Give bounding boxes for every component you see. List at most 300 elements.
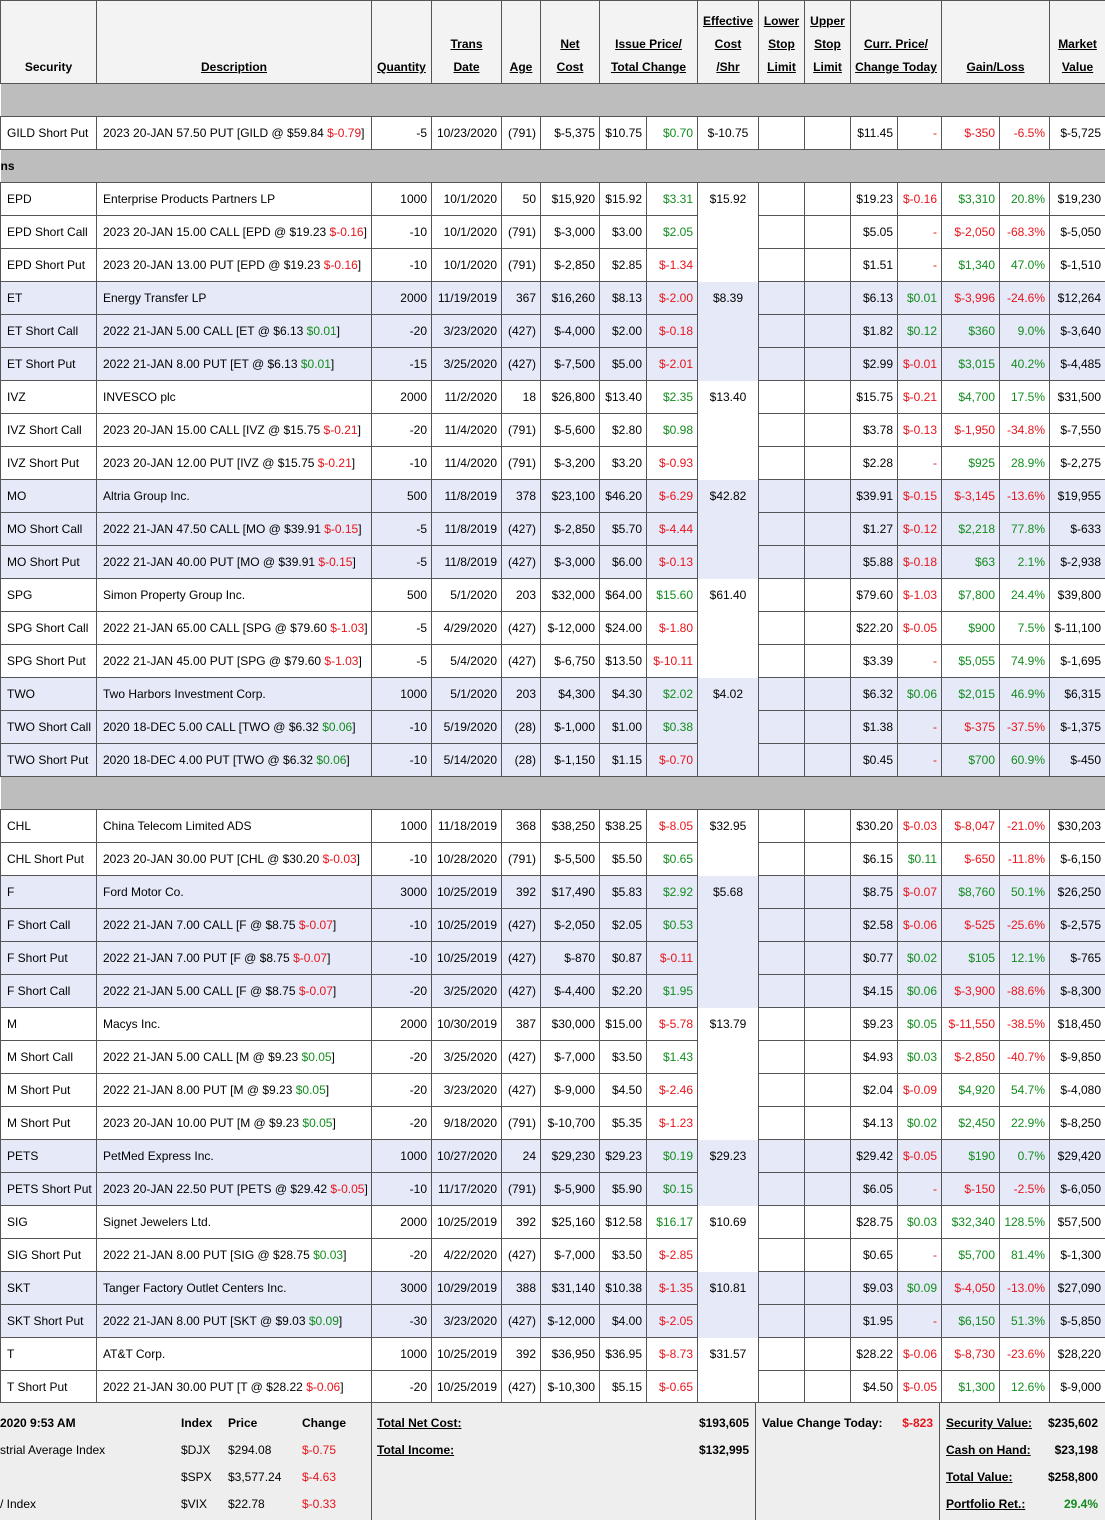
issue-price-cell: $15.00 <box>600 1008 647 1041</box>
net-cost-cell: $-2,850 <box>541 513 600 546</box>
index-summary <box>0 1403 372 1520</box>
index-price: $22.78 <box>228 1497 265 1511</box>
effective-cost-cell <box>698 315 759 348</box>
age-cell: (427) <box>502 513 541 546</box>
security-cell: MO <box>1 480 97 513</box>
cash-label: Cash on Hand: <box>946 1443 1031 1457</box>
security-cell: SIG Short Put <box>1 1239 97 1272</box>
quantity-cell: -10 <box>372 744 432 777</box>
quantity-cell: 500 <box>372 579 432 612</box>
security-cell: SIG <box>1 1206 97 1239</box>
trans-date-cell: 3/23/2020 <box>432 1305 502 1338</box>
position-row[interactable] <box>1 1239 1105 1272</box>
underlying-change: $0.06 <box>322 720 352 734</box>
curr-price-cell: $2.99 <box>851 348 898 381</box>
gain-loss-pct-cell: 9.0% <box>1000 315 1050 348</box>
description-text: 2022 21-JAN 8.00 PUT [SKT @ $9.03 <box>103 1314 309 1328</box>
upper-stop-cell <box>805 1338 851 1371</box>
upper-stop-cell <box>805 909 851 942</box>
lower-stop-cell <box>759 678 805 711</box>
upper-stop-cell <box>805 447 851 480</box>
curr-price-cell: $0.45 <box>851 744 898 777</box>
description-bracket: ] <box>364 225 367 239</box>
change-today-cell: $-0.03 <box>898 810 942 843</box>
change-today-cell: $-0.09 <box>898 1074 942 1107</box>
description-cell <box>97 1239 372 1272</box>
total-net-cost-value: $193,605 <box>699 1416 749 1430</box>
position-row[interactable] <box>1 183 1105 216</box>
underlying-change: $-0.05 <box>330 1182 364 1196</box>
position-row[interactable] <box>1 1074 1105 1107</box>
position-row[interactable] <box>1 546 1105 579</box>
curr-price-cell: $6.13 <box>851 282 898 315</box>
description-cell <box>97 612 372 645</box>
description-cell: Energy Transfer LP <box>97 282 372 315</box>
header-lower-stop: Lower Stop Limit <box>759 1 805 84</box>
description-bracket: ] <box>326 1083 329 1097</box>
age-cell: (791) <box>502 216 541 249</box>
header-age: Age <box>502 1 541 84</box>
age-cell: (427) <box>502 612 541 645</box>
net-cost-cell: $23,100 <box>541 480 600 513</box>
value-change-summary <box>755 1403 940 1520</box>
position-row[interactable] <box>1 117 1105 150</box>
security-cell: SPG Short Put <box>1 645 97 678</box>
effective-cost-cell <box>698 1239 759 1272</box>
issue-price-cell: $2.00 <box>600 315 647 348</box>
security-cell: M Short Call <box>1 1041 97 1074</box>
issue-price-cell: $1.15 <box>600 744 647 777</box>
group-label <box>1 84 1105 117</box>
security-value-label: Security Value: <box>946 1416 1032 1430</box>
change-today-cell: - <box>898 645 942 678</box>
quantity-cell: -20 <box>372 414 432 447</box>
age-cell: (427) <box>502 1074 541 1107</box>
upper-stop-cell <box>805 1272 851 1305</box>
gain-loss-cell: $4,700 <box>942 381 1000 414</box>
position-row[interactable] <box>1 612 1105 645</box>
quantity-cell: 2000 <box>372 282 432 315</box>
position-row[interactable] <box>1 348 1105 381</box>
issue-price-cell: $5.90 <box>600 1173 647 1206</box>
net-cost-cell: $-870 <box>541 942 600 975</box>
issue-price-cell: $3.50 <box>600 1041 647 1074</box>
upper-stop-cell <box>805 315 851 348</box>
total-income-value: $132,995 <box>699 1443 749 1457</box>
description-cell <box>97 843 372 876</box>
net-cost-cell: $26,800 <box>541 381 600 414</box>
security-cell: PETS Short Put <box>1 1173 97 1206</box>
description-cell <box>97 1173 372 1206</box>
lower-stop-cell <box>759 975 805 1008</box>
total-change-cell: $0.98 <box>647 414 698 447</box>
upper-stop-cell <box>805 678 851 711</box>
description-cell <box>97 249 372 282</box>
lower-stop-cell <box>759 183 805 216</box>
effective-cost-cell: $32.95 <box>698 810 759 843</box>
description-text: 2022 21-JAN 7.00 PUT [F @ $8.75 <box>103 951 293 965</box>
total-change-cell: $0.65 <box>647 843 698 876</box>
curr-price-cell: $9.03 <box>851 1272 898 1305</box>
gain-loss-pct-cell: 20.8% <box>1000 183 1050 216</box>
quantity-cell: -5 <box>372 513 432 546</box>
position-row[interactable] <box>1 1173 1105 1206</box>
market-value-cell: $-9,000 <box>1050 1371 1105 1404</box>
gain-loss-cell: $-650 <box>942 843 1000 876</box>
effective-cost-cell <box>698 1041 759 1074</box>
lower-stop-cell <box>759 348 805 381</box>
effective-cost-cell: $4.02 <box>698 678 759 711</box>
position-row[interactable] <box>1 1338 1105 1371</box>
trans-date-cell: 10/25/2019 <box>432 1371 502 1404</box>
gain-loss-pct-cell: -13.6% <box>1000 480 1050 513</box>
lower-stop-cell <box>759 711 805 744</box>
gain-loss-pct-cell: 128.5% <box>1000 1206 1050 1239</box>
total-change-cell: $3.31 <box>647 183 698 216</box>
total-change-cell: $1.95 <box>647 975 698 1008</box>
upper-stop-cell <box>805 1074 851 1107</box>
position-row[interactable] <box>1 1008 1105 1041</box>
trans-date-cell: 3/23/2020 <box>432 1074 502 1107</box>
position-row[interactable] <box>1 843 1105 876</box>
trans-date-cell: 5/1/2020 <box>432 579 502 612</box>
curr-price-cell: $4.13 <box>851 1107 898 1140</box>
upper-stop-cell <box>805 1041 851 1074</box>
quantity-cell: -20 <box>372 1107 432 1140</box>
market-value-cell: $-3,640 <box>1050 315 1105 348</box>
change-today-cell: $-0.21 <box>898 381 942 414</box>
quantity-cell: -20 <box>372 1041 432 1074</box>
gain-loss-pct-cell: 81.4% <box>1000 1239 1050 1272</box>
position-row[interactable] <box>1 1107 1105 1140</box>
lower-stop-cell <box>759 447 805 480</box>
underlying-change: $0.01 <box>307 324 337 338</box>
change-today-cell: $0.09 <box>898 1272 942 1305</box>
gain-loss-pct-cell: 74.9% <box>1000 645 1050 678</box>
market-value-cell: $-765 <box>1050 942 1105 975</box>
gain-loss-pct-cell: -2.5% <box>1000 1173 1050 1206</box>
lower-stop-cell <box>759 876 805 909</box>
market-value-cell: $-8,250 <box>1050 1107 1105 1140</box>
issue-price-cell: $0.87 <box>600 942 647 975</box>
lower-stop-cell <box>759 810 805 843</box>
net-cost-cell: $-7,000 <box>541 1239 600 1272</box>
trans-date-cell: 9/18/2020 <box>432 1107 502 1140</box>
net-cost-cell: $29,230 <box>541 1140 600 1173</box>
curr-price-cell: $2.04 <box>851 1074 898 1107</box>
header-quantity: Quantity <box>372 1 432 84</box>
total-change-cell: $2.02 <box>647 678 698 711</box>
trans-date-cell: 11/4/2020 <box>432 414 502 447</box>
effective-cost-cell <box>698 843 759 876</box>
description-text: 2022 21-JAN 8.00 PUT [M @ $9.23 <box>103 1083 296 1097</box>
change-today-cell: - <box>898 1239 942 1272</box>
market-value-cell: $-1,375 <box>1050 711 1105 744</box>
curr-price-cell: $39.91 <box>851 480 898 513</box>
gain-loss-cell: $925 <box>942 447 1000 480</box>
change-today-cell: $-0.13 <box>898 414 942 447</box>
trans-date-cell: 11/19/2019 <box>432 282 502 315</box>
gain-loss-pct-cell: 46.9% <box>1000 678 1050 711</box>
change-today-cell: - <box>898 117 942 150</box>
position-row[interactable] <box>1 447 1105 480</box>
issue-price-cell: $3.00 <box>600 216 647 249</box>
gain-loss-pct-cell: 0.7% <box>1000 1140 1050 1173</box>
quantity-cell: -30 <box>372 1305 432 1338</box>
gain-loss-cell: $-3,145 <box>942 480 1000 513</box>
position-row[interactable] <box>1 381 1105 414</box>
change-today-cell: $0.03 <box>898 1041 942 1074</box>
gain-loss-cell: $-8,047 <box>942 810 1000 843</box>
position-row[interactable] <box>1 744 1105 777</box>
total-change-cell: $15.60 <box>647 579 698 612</box>
quantity-cell: -10 <box>372 909 432 942</box>
security-cell: F Short Call <box>1 909 97 942</box>
lower-stop-cell <box>759 1272 805 1305</box>
upper-stop-cell <box>805 744 851 777</box>
change-today-cell: - <box>898 744 942 777</box>
index-symbol: $VIX <box>181 1497 207 1511</box>
header-issue-price: Issue Price/ Total Change <box>600 1 698 84</box>
gain-loss-cell: $-4,050 <box>942 1272 1000 1305</box>
market-value-cell: $-1,695 <box>1050 645 1105 678</box>
gain-loss-pct-cell: -68.3% <box>1000 216 1050 249</box>
issue-price-cell: $4.00 <box>600 1305 647 1338</box>
security-cell: SPG <box>1 579 97 612</box>
security-cell: SPG Short Call <box>1 612 97 645</box>
change-today-cell: $-0.15 <box>898 480 942 513</box>
issue-price-cell: $4.50 <box>600 1074 647 1107</box>
lower-stop-cell <box>759 513 805 546</box>
position-row[interactable] <box>1 810 1105 843</box>
position-row[interactable] <box>1 711 1105 744</box>
total-change-cell: $-5.78 <box>647 1008 698 1041</box>
position-row[interactable] <box>1 1272 1105 1305</box>
portfolio-summary <box>0 1402 1105 1520</box>
gain-loss-pct-cell: 28.9% <box>1000 447 1050 480</box>
position-row[interactable] <box>1 480 1105 513</box>
net-cost-cell: $-1,150 <box>541 744 600 777</box>
security-cell: IVZ Short Put <box>1 447 97 480</box>
security-cell: EPD <box>1 183 97 216</box>
upper-stop-cell <box>805 1008 851 1041</box>
market-value-cell: $-5,050 <box>1050 216 1105 249</box>
security-cell: F <box>1 876 97 909</box>
market-value-cell: $-4,080 <box>1050 1074 1105 1107</box>
lower-stop-cell <box>759 1371 805 1404</box>
total-change-cell: $0.38 <box>647 711 698 744</box>
underlying-change: $0.09 <box>309 1314 339 1328</box>
market-value-cell: $-450 <box>1050 744 1105 777</box>
net-cost-cell: $-7,000 <box>541 1041 600 1074</box>
security-cell: ET <box>1 282 97 315</box>
lower-stop-cell <box>759 414 805 447</box>
security-cell: TWO <box>1 678 97 711</box>
description-text: 2023 20-JAN 10.00 PUT [M @ $9.23 <box>103 1116 302 1130</box>
description-bracket: ] <box>361 126 364 140</box>
gain-loss-cell: $900 <box>942 612 1000 645</box>
upper-stop-cell <box>805 579 851 612</box>
security-cell: MO Short Put <box>1 546 97 579</box>
curr-price-cell: $4.50 <box>851 1371 898 1404</box>
index-symbol: $DJX <box>181 1443 210 1457</box>
description-cell: Signet Jewelers Ltd. <box>97 1206 372 1239</box>
description-text: 2022 21-JAN 8.00 PUT [ET @ $6.13 <box>103 357 301 371</box>
quantity-cell: 2000 <box>372 1206 432 1239</box>
header-curr-price: Curr. Price/ Change Today <box>851 1 942 84</box>
gain-loss-cell: $-1,950 <box>942 414 1000 447</box>
position-row[interactable] <box>1 1305 1105 1338</box>
lower-stop-cell <box>759 843 805 876</box>
market-value-cell: $26,250 <box>1050 876 1105 909</box>
change-today-cell: $-1.03 <box>898 579 942 612</box>
curr-price-cell: $2.28 <box>851 447 898 480</box>
description-cell: Ford Motor Co. <box>97 876 372 909</box>
position-row[interactable] <box>1 909 1105 942</box>
total-change-cell: $-10.11 <box>647 645 698 678</box>
age-cell: 387 <box>502 1008 541 1041</box>
position-row[interactable] <box>1 1140 1105 1173</box>
position-row[interactable] <box>1 975 1105 1008</box>
effective-cost-cell <box>698 975 759 1008</box>
total-change-cell: $1.43 <box>647 1041 698 1074</box>
gain-loss-pct-cell: 2.1% <box>1000 546 1050 579</box>
total-change-cell: $2.92 <box>647 876 698 909</box>
position-row[interactable] <box>1 579 1105 612</box>
quantity-cell: -5 <box>372 546 432 579</box>
gain-loss-cell: $3,310 <box>942 183 1000 216</box>
underlying-change: $-0.15 <box>318 555 352 569</box>
upper-stop-cell <box>805 546 851 579</box>
description-text: 2022 21-JAN 47.50 CALL [MO @ $39.91 <box>103 522 324 536</box>
curr-price-cell: $22.20 <box>851 612 898 645</box>
net-cost-cell: $-5,900 <box>541 1173 600 1206</box>
trans-date-cell: 10/25/2019 <box>432 909 502 942</box>
description-cell <box>97 1074 372 1107</box>
effective-cost-cell <box>698 711 759 744</box>
security-cell: PETS <box>1 1140 97 1173</box>
security-cell: EPD Short Call <box>1 216 97 249</box>
issue-price-cell: $6.00 <box>600 546 647 579</box>
position-row[interactable] <box>1 315 1105 348</box>
trans-date-cell: 10/25/2019 <box>432 876 502 909</box>
age-cell: 392 <box>502 1206 541 1239</box>
lower-stop-cell <box>759 1173 805 1206</box>
position-row[interactable] <box>1 876 1105 909</box>
position-row[interactable] <box>1 1041 1105 1074</box>
market-value-cell: $12,264 <box>1050 282 1105 315</box>
underlying-change: $-0.16 <box>324 258 358 272</box>
position-row[interactable] <box>1 1206 1105 1239</box>
change-today-cell: $0.02 <box>898 1107 942 1140</box>
gain-loss-cell: $3,015 <box>942 348 1000 381</box>
net-cost-cell: $30,000 <box>541 1008 600 1041</box>
issue-price-cell: $38.25 <box>600 810 647 843</box>
market-value-cell: $-1,510 <box>1050 249 1105 282</box>
issue-price-cell: $2.85 <box>600 249 647 282</box>
curr-price-cell: $1.95 <box>851 1305 898 1338</box>
effective-cost-cell <box>698 513 759 546</box>
gain-loss-pct-cell: -23.6% <box>1000 1338 1050 1371</box>
issue-price-cell: $13.40 <box>600 381 647 414</box>
net-cost-cell: $-4,400 <box>541 975 600 1008</box>
lower-stop-cell <box>759 381 805 414</box>
description-cell <box>97 216 372 249</box>
total-change-cell: $2.35 <box>647 381 698 414</box>
issue-price-cell: $3.20 <box>600 447 647 480</box>
timestamp: 2020 9:53 AM <box>0 1416 76 1430</box>
curr-price-cell: $1.27 <box>851 513 898 546</box>
gain-loss-cell: $2,015 <box>942 678 1000 711</box>
gain-loss-pct-cell: 12.6% <box>1000 1371 1050 1404</box>
position-row[interactable] <box>1 216 1105 249</box>
description-text: 2023 20-JAN 12.00 PUT [IVZ @ $15.75 <box>103 456 318 470</box>
description-cell: PetMed Express Inc. <box>97 1140 372 1173</box>
group-separator <box>1 84 1105 117</box>
header-description: Description <box>97 1 372 84</box>
net-cost-cell: $-12,000 <box>541 612 600 645</box>
position-row[interactable] <box>1 414 1105 447</box>
market-value-cell: $28,220 <box>1050 1338 1105 1371</box>
gain-loss-pct-cell: -34.8% <box>1000 414 1050 447</box>
position-row[interactable] <box>1 249 1105 282</box>
total-change-cell: $-6.29 <box>647 480 698 513</box>
market-value-cell: $-5,850 <box>1050 1305 1105 1338</box>
net-cost-cell: $31,140 <box>541 1272 600 1305</box>
curr-price-cell: $8.75 <box>851 876 898 909</box>
net-cost-cell: $-3,200 <box>541 447 600 480</box>
total-change-cell: $-0.93 <box>647 447 698 480</box>
total-change-cell: $-1.23 <box>647 1107 698 1140</box>
description-text: 2022 21-JAN 45.00 PUT [SPG @ $79.60 <box>103 654 324 668</box>
quantity-cell: 1000 <box>372 678 432 711</box>
total-change-cell: $-0.18 <box>647 315 698 348</box>
value-change-amount: $-823 <box>902 1416 933 1430</box>
position-row[interactable] <box>1 513 1105 546</box>
market-value-cell: $57,500 <box>1050 1206 1105 1239</box>
position-row[interactable] <box>1 282 1105 315</box>
effective-cost-cell: $42.82 <box>698 480 759 513</box>
effective-cost-cell <box>698 348 759 381</box>
total-change-cell: $0.70 <box>647 117 698 150</box>
security-cell: CHL Short Put <box>1 843 97 876</box>
position-row[interactable] <box>1 1371 1105 1404</box>
position-row[interactable] <box>1 942 1105 975</box>
description-text: 2022 21-JAN 5.00 CALL [F @ $8.75 <box>103 984 299 998</box>
position-row[interactable] <box>1 645 1105 678</box>
lower-stop-cell <box>759 744 805 777</box>
upper-stop-cell <box>805 1206 851 1239</box>
change-today-cell: $-0.07 <box>898 876 942 909</box>
trans-date-cell: 10/28/2020 <box>432 843 502 876</box>
gain-loss-cell: $4,920 <box>942 1074 1000 1107</box>
market-value-cell: $30,203 <box>1050 810 1105 843</box>
position-row[interactable] <box>1 678 1105 711</box>
curr-price-cell: $28.75 <box>851 1206 898 1239</box>
description-bracket: ] <box>333 918 336 932</box>
market-value-cell: $19,955 <box>1050 480 1105 513</box>
underlying-change: $0.06 <box>316 753 346 767</box>
issue-price-cell: $10.75 <box>600 117 647 150</box>
underlying-change: $0.05 <box>296 1083 326 1097</box>
gain-loss-cell: $32,340 <box>942 1206 1000 1239</box>
issue-price-cell: $5.50 <box>600 843 647 876</box>
curr-price-cell: $4.15 <box>851 975 898 1008</box>
curr-price-cell: $29.42 <box>851 1140 898 1173</box>
lower-stop-cell <box>759 1008 805 1041</box>
trans-date-cell: 10/25/2019 <box>432 1338 502 1371</box>
underlying-change: $-0.07 <box>299 918 333 932</box>
